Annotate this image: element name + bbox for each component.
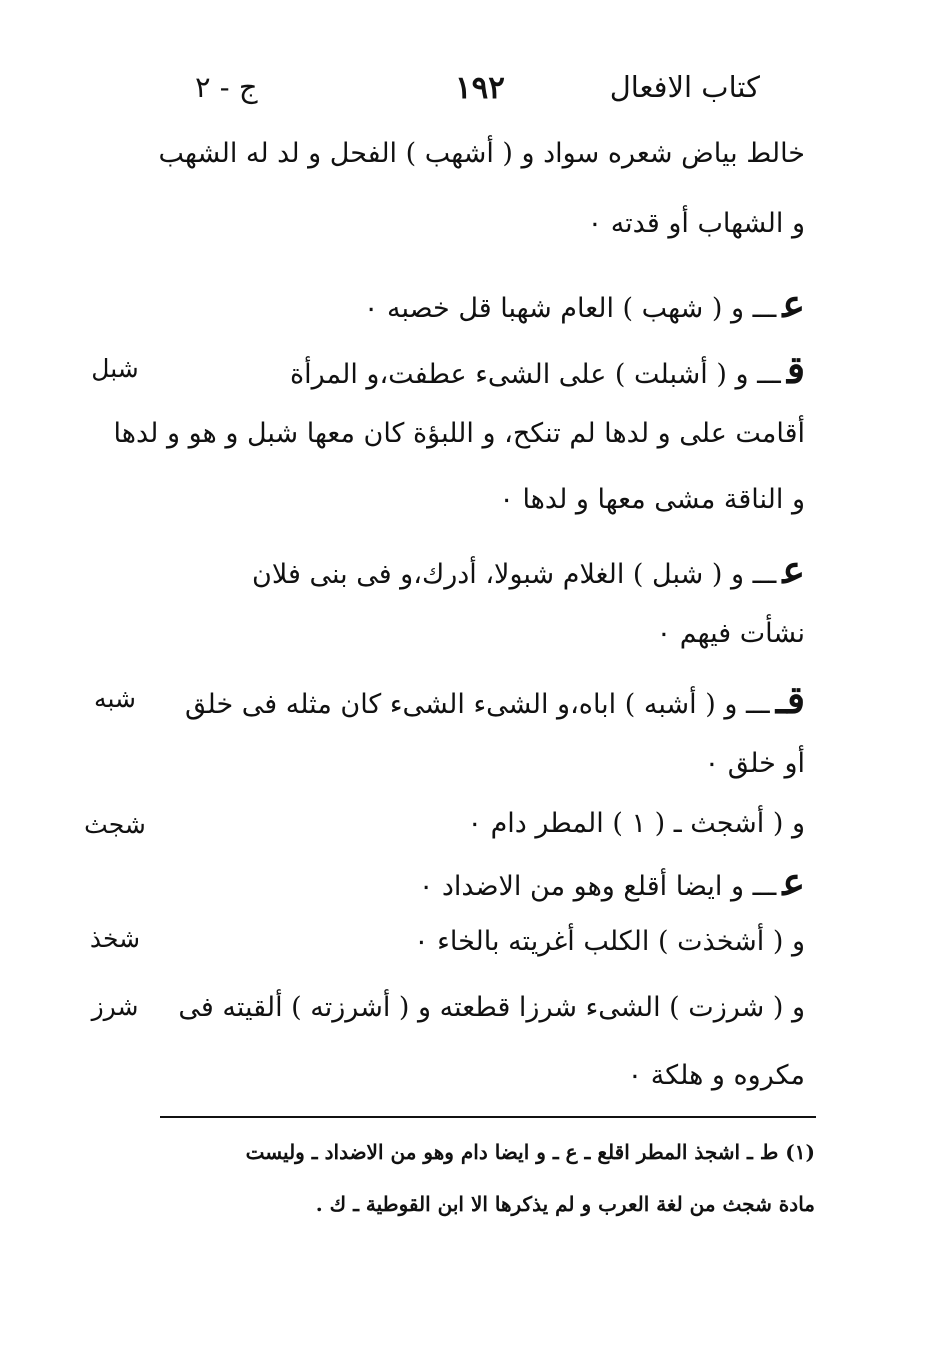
page-number: ١٩٢: [455, 70, 505, 106]
margin-root-word: شبل: [91, 354, 139, 383]
text-line-10: [705, 738, 805, 790]
line-text: و الناقة مشی معها و لدها ٠: [499, 484, 805, 515]
text-line-8: [657, 608, 805, 660]
line-text: ـــ و ایضا أقلع وهو من الاضداد ٠: [418, 871, 777, 902]
line-marker: ع: [782, 547, 805, 592]
text-line-12: [419, 856, 805, 908]
line-text: خالط بياض شعره سواد و ( أشهب ) الفحل و لد له الشهب: [158, 138, 805, 169]
text-line-5: [114, 408, 806, 460]
text-line-4: [290, 344, 805, 396]
text-line-11: [467, 798, 805, 850]
line-marker: ع: [782, 281, 805, 326]
line-marker: ع: [782, 859, 805, 904]
text-line-13: [414, 916, 805, 968]
book-title: كتاب الافعال: [609, 70, 760, 104]
margin-root-word: شبه: [94, 684, 136, 713]
text-line-7: [252, 544, 805, 596]
margin-root-word: شرز: [91, 992, 139, 1021]
line-text: و ( أشخذت ) الكلب أغریته بالخاء ٠: [414, 926, 805, 957]
line-text: و ( أشجث ـ ( ١ ) المطر دام ٠: [467, 808, 805, 839]
line-text: أو خلق ٠: [704, 748, 805, 779]
line-text: ـــ و ( أشبه ) اباه،و الشیء الشیء كان مثله فی خلق: [185, 689, 770, 720]
text-line-15: [628, 1050, 805, 1102]
line-text: نشأت فیهم ٠: [656, 618, 805, 649]
line-text: أقامت علی و لدها لم تنكح، و اللبؤة كان معها شبل و هو و لدها: [113, 418, 805, 449]
margin-root-word: شخذ: [89, 924, 141, 953]
line-marker: ق: [786, 347, 805, 392]
footnote-line-2: مادة شجث من لغة العرب و لم یذكرها الا ابن القوطیة ـ ك .: [315, 1192, 815, 1216]
text-line-6: [499, 474, 805, 526]
text-line-1: [159, 128, 805, 180]
footnote-line-1: (١) ط ـ اشجذ المطر اقلع ـ ع ـ و ایضا دام وهو من الاضداد ـ ولیست: [245, 1140, 815, 1164]
text-line-14: [178, 982, 805, 1034]
line-marker: قـ: [775, 677, 805, 722]
text-line-3: [364, 278, 805, 330]
line-text: ـــ و ( شهب ) العام شهبا قل خصبه ٠: [363, 293, 777, 324]
margin-root-word: شجث: [84, 810, 146, 839]
line-text: مكروه و هلكة ٠: [627, 1060, 805, 1091]
line-text: ـــ و ( شبل ) الغلام شبولا، أدرك،و فی بنی فلان: [252, 559, 777, 590]
line-text: و الشهاب أو قدته ٠: [587, 208, 805, 239]
text-line-2: [588, 198, 805, 250]
footnote-divider: [160, 1116, 816, 1118]
line-text: ـــ و ( أشبلت ) علی الشیء عطفت،و المرأة: [289, 359, 781, 390]
text-line-9: [185, 674, 805, 726]
line-text: و ( شرزت ) الشیء شرزا قطعته و ( أشرزته ) ألقیته فی: [178, 992, 805, 1023]
volume-part: ج - ٢: [195, 70, 258, 104]
